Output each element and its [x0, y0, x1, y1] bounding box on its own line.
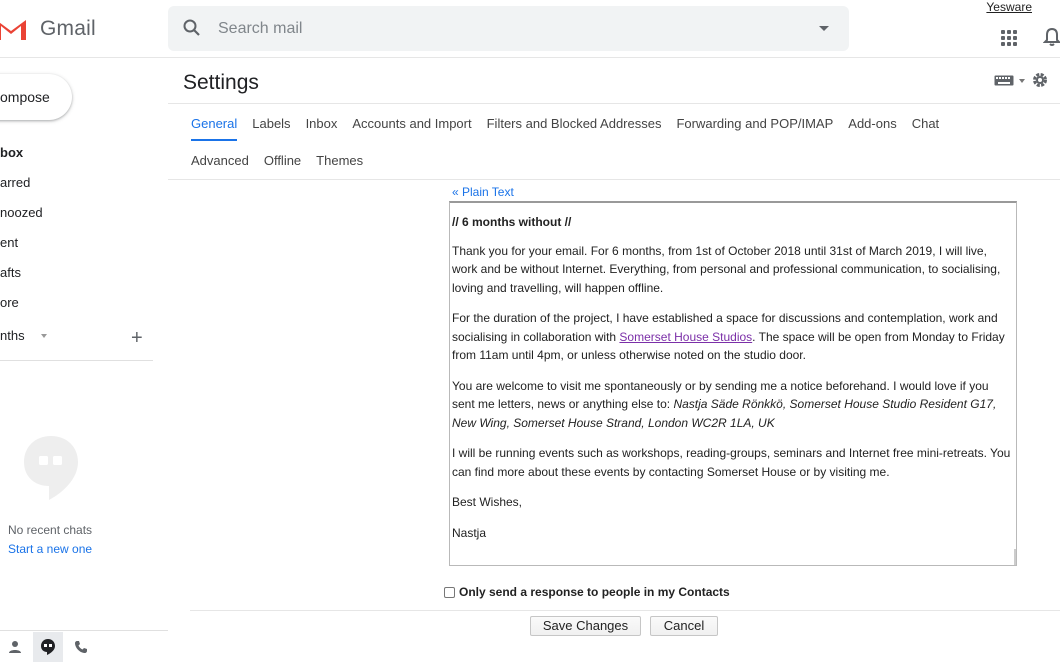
- gmail-logo[interactable]: [0, 16, 96, 42]
- apps-grid-icon[interactable]: [1001, 30, 1017, 46]
- sidebar-item-snoozed[interactable]: noozed: [0, 205, 43, 220]
- cancel-button[interactable]: Cancel: [650, 616, 718, 636]
- add-hangout-plus-icon[interactable]: +: [131, 327, 143, 349]
- sidebar-item-sent[interactable]: ent: [0, 235, 19, 250]
- sidebar: [0, 58, 168, 662]
- sidebar-item-inbox[interactable]: box: [0, 145, 24, 160]
- tab-themes[interactable]: Themes: [316, 153, 364, 168]
- message-paragraph-3: You are welcome to visit me spontaneously or by sending me a notice beforehand. I would love if you sent me letters, news or anything else to: Nastja Säde Rönkkö, Somerset House Studio Resident G17, New Wing, Somerset House Strand, London WC2R 1LA, UK: [452, 378, 997, 430]
- contacts-only-option[interactable]: [444, 585, 730, 599]
- sidebar-divider: [0, 360, 153, 361]
- save-changes-button[interactable]: Save Changes: [530, 616, 641, 636]
- message-paragraph-4: I will be running events such as workshops, reading-groups, seminars and Internet free mini-retreats. You can find more about these events by contacting Somerset House or by visiting me.: [452, 446, 1011, 479]
- search-bar[interactable]: [168, 6, 849, 51]
- tab-add-ons[interactable]: Add-ons: [848, 116, 897, 131]
- compose-button[interactable]: ompose: [0, 74, 72, 120]
- tab-inbox[interactable]: Inbox: [305, 116, 338, 131]
- tabs-divider: [168, 179, 1060, 180]
- yesware-link[interactable]: Yesware: [986, 0, 1032, 14]
- sidebar-item-months[interactable]: [0, 328, 47, 343]
- start-new-chat-link[interactable]: Start a new one: [8, 542, 93, 556]
- tab-filters-and-blocked-addresses[interactable]: Filters and Blocked Addresses: [486, 116, 662, 131]
- tab-advanced[interactable]: Advanced: [191, 153, 249, 168]
- tab-general[interactable]: General: [191, 116, 237, 141]
- top-bar: [0, 0, 1060, 58]
- gmail-logo-text: Gmail: [40, 17, 96, 40]
- hangouts-icon[interactable]: [33, 632, 63, 662]
- vacation-message-editor[interactable]: [449, 201, 1017, 566]
- search-options-caret-icon[interactable]: [819, 26, 829, 31]
- keyboard-caret-icon[interactable]: [1019, 79, 1025, 83]
- sidebar-item-months-label: nths: [0, 328, 25, 343]
- contacts-only-label: Only send a response to people in my Contacts: [459, 585, 730, 599]
- sidebar-item-drafts[interactable]: afts: [0, 265, 21, 280]
- sidebar-item-starred[interactable]: arred: [0, 175, 31, 190]
- hangouts-bottom-bar: [0, 632, 168, 662]
- sidebar-nav: [0, 138, 168, 318]
- footer-divider: [190, 610, 1060, 611]
- message-heading: // 6 months without //: [452, 215, 572, 229]
- settings-tabs-row-2: [191, 153, 378, 168]
- tab-forwarding-and-pop-imap[interactable]: Forwarding and POP/IMAP: [676, 116, 834, 131]
- plain-text-link[interactable]: « Plain Text: [452, 185, 514, 199]
- search-input[interactable]: Search mail: [218, 20, 303, 37]
- hangouts-quote-icon: [22, 434, 80, 502]
- contacts-only-checkbox[interactable]: [444, 587, 455, 598]
- gmail-logo-icon: [0, 16, 28, 42]
- page-title: Settings: [183, 71, 259, 94]
- notifications-bell-icon[interactable]: [1043, 27, 1060, 47]
- tab-offline[interactable]: Offline: [263, 153, 302, 168]
- message-signature: Nastja: [452, 525, 487, 540]
- tab-chat[interactable]: Chat: [911, 116, 940, 131]
- sidebar-bottom-divider: [0, 630, 168, 631]
- somerset-house-studios-link[interactable]: Somerset House Studios: [619, 329, 753, 344]
- gear-icon[interactable]: [1031, 71, 1049, 89]
- keyboard-icon[interactable]: [994, 75, 1014, 86]
- tab-labels[interactable]: Labels: [252, 116, 291, 131]
- no-recent-chats-text: No recent chats: [8, 523, 93, 537]
- message-paragraph-1: Thank you for your email. For 6 months, from 1st of October 2018 until 31st of March 2019, I will live, work and be without Internet. Everything, from personal and professional communication, to socialising, loving and travelling, will happen offline.: [452, 243, 1001, 295]
- message-closing: Best Wishes,: [452, 495, 523, 509]
- sidebar-item-more[interactable]: ore: [0, 295, 19, 310]
- message-paragraph-2: For the duration of the project, I have established a space for discussions and contemplation, work and socialising in collaboration with Somerset House Studios. The space will be open from Monday to Friday from 11am until 4pm, or unless otherwise noted on the studio door.: [452, 311, 1005, 362]
- search-icon[interactable]: [182, 18, 202, 38]
- tab-accounts-and-import[interactable]: Accounts and Import: [352, 116, 472, 131]
- settings-tabs-row-1: [191, 116, 954, 141]
- chevron-down-icon[interactable]: [41, 334, 47, 338]
- phone-icon[interactable]: [66, 632, 96, 662]
- editor-resize-handle[interactable]: [1014, 549, 1016, 565]
- title-divider: [168, 103, 1060, 104]
- person-icon[interactable]: [0, 632, 30, 662]
- message-address: Nastja Säde Rönkkö, Somerset House Studio Resident G17, New Wing, Somerset House Strand, London WC2R 1LA, UK: [452, 397, 997, 430]
